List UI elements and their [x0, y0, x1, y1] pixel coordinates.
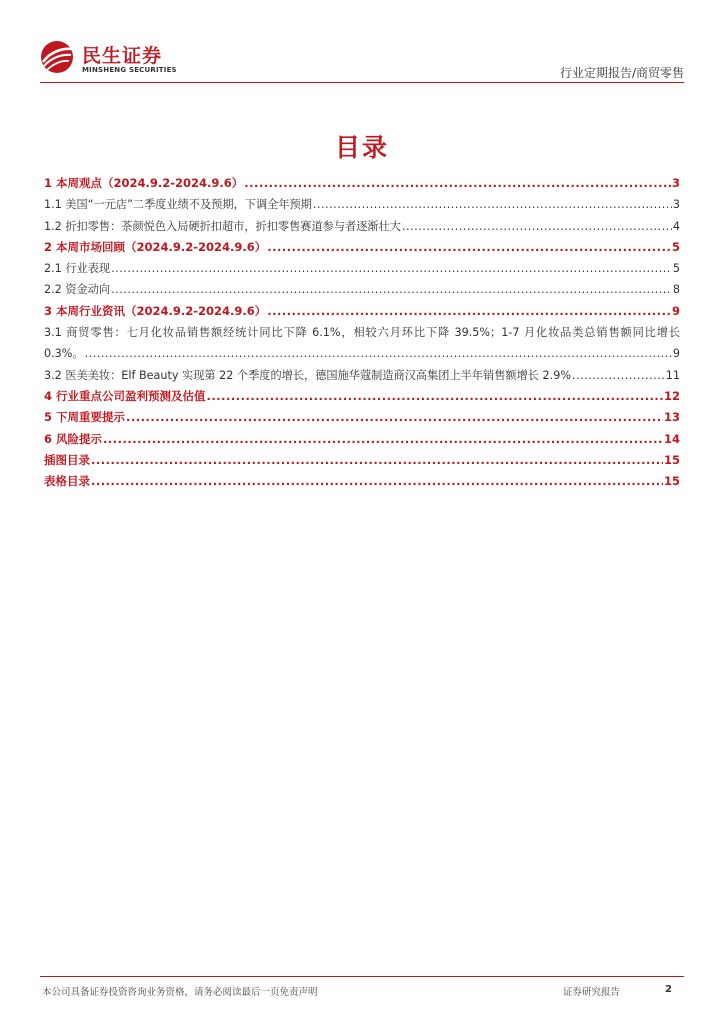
toc-title: 目录: [334, 133, 389, 162]
toc-entry[interactable]: [44, 429, 680, 450]
toc-entry-page: 15: [663, 452, 680, 467]
toc-entry-title: 2 本周市场回顾（2024.9.2-2024.9.6）: [44, 239, 267, 254]
toc-entry[interactable]: [44, 237, 680, 258]
toc-entry-title: 6 风险提示: [44, 431, 103, 446]
toc-leader-dots: [103, 429, 663, 450]
toc-leader-dots: [267, 301, 671, 322]
toc-entry-title: 1.2 折扣零售：茶颜悦色入局硬折扣超市，折扣零售赛道参与者逐渐壮大: [44, 219, 401, 233]
toc-entry[interactable]: [44, 471, 680, 492]
toc-entry-page: 5: [672, 262, 680, 276]
toc-leader-dots: [244, 173, 671, 194]
toc-entry[interactable]: [44, 194, 680, 215]
page-header: [40, 36, 684, 84]
footer-divider: [40, 976, 684, 977]
footer-report-type: 证券研究报告: [563, 987, 621, 998]
toc-leader-dots: [402, 216, 672, 237]
toc-leader-dots: [85, 343, 672, 364]
page-number: 2: [665, 984, 672, 995]
footer-disclaimer: 本公司具备证券投资咨询业务资格，请务必阅读最后一页免责声明: [42, 987, 318, 998]
toc-leader-dots: [111, 258, 672, 279]
toc-entry[interactable]: [44, 322, 680, 365]
toc-entry[interactable]: [44, 258, 680, 279]
toc-entry-title-line1: 3.1 商贸零售：七月化妆品销售额经统计同比下降 6.1%，相较六月环比下降 39.5%；1-7 月化妆品类总销售额同比增长: [44, 326, 680, 340]
toc-entry-title: 插图目录: [44, 452, 90, 467]
toc-entry-title: 2.2 资金动向: [44, 283, 111, 297]
toc-entry[interactable]: [44, 173, 680, 194]
toc-entry-title: 3.2 医美美妆：Elf Beauty 实现第 22 个季度的增长，德国施华蔻制造商汉高集团上半年销售额增长 2.9%: [44, 368, 571, 382]
toc-entry-title: 5 下周重要提示: [44, 410, 126, 425]
toc-entry-page: 12: [663, 388, 680, 403]
toc-leader-dots: [572, 365, 665, 386]
toc-leader-dots: [207, 386, 663, 407]
toc-entry-title: 2.1 行业表现: [44, 262, 111, 276]
toc-leader-dots: [111, 279, 672, 300]
toc-entry-page: 15: [663, 474, 680, 489]
toc-leader-dots: [91, 450, 663, 471]
toc-entry[interactable]: [44, 450, 680, 471]
table-of-contents: [44, 173, 680, 492]
toc-leader-dots: [126, 407, 663, 428]
toc-entry-title: 表格目录: [44, 474, 90, 489]
toc-entry[interactable]: [44, 407, 680, 428]
logo-english-name: MINSHENG SECURITIES: [82, 66, 177, 74]
toc-leader-dots: [91, 471, 663, 492]
toc-entry-title: 4 行业重点公司盈利预测及估值: [44, 388, 206, 403]
toc-entry-title: 3 本周行业资讯（2024.9.2-2024.9.6）: [44, 303, 267, 318]
toc-entry-page: 9: [671, 303, 680, 318]
toc-entry[interactable]: [44, 365, 680, 386]
toc-entry[interactable]: [44, 301, 680, 322]
header-divider: [40, 82, 684, 83]
toc-entry[interactable]: [44, 386, 680, 407]
toc-leader-dots: [313, 194, 672, 215]
toc-entry-page: 13: [663, 410, 680, 425]
logo-chinese-name: 民生证券: [82, 45, 163, 67]
toc-entry-title: 1.1 美国“一元店”二季度业绩不及预期，下调全年预期: [44, 198, 312, 212]
toc-entry-page: 8: [672, 283, 680, 297]
toc-entry[interactable]: [44, 216, 680, 237]
toc-entry-page: 9: [672, 347, 680, 361]
toc-entry-page: 3: [671, 176, 680, 190]
toc-entry[interactable]: [44, 279, 680, 300]
toc-leader-dots: [267, 237, 671, 258]
toc-entry-page: 11: [665, 368, 680, 382]
toc-entry-page: 3: [672, 198, 680, 212]
toc-entry-page: 4: [672, 219, 680, 233]
toc-entry-title-line2: 0.3%。: [44, 347, 84, 361]
minsheng-logo: [40, 36, 240, 80]
toc-entry-title: 1 本周观点（2024.9.2-2024.9.6）: [44, 176, 244, 190]
toc-entry-page: 5: [671, 239, 680, 254]
minsheng-logo-mark-icon: [40, 40, 74, 74]
document-type-label: 行业定期报告/商贸零售: [559, 66, 684, 80]
toc-entry-page: 14: [663, 431, 680, 446]
